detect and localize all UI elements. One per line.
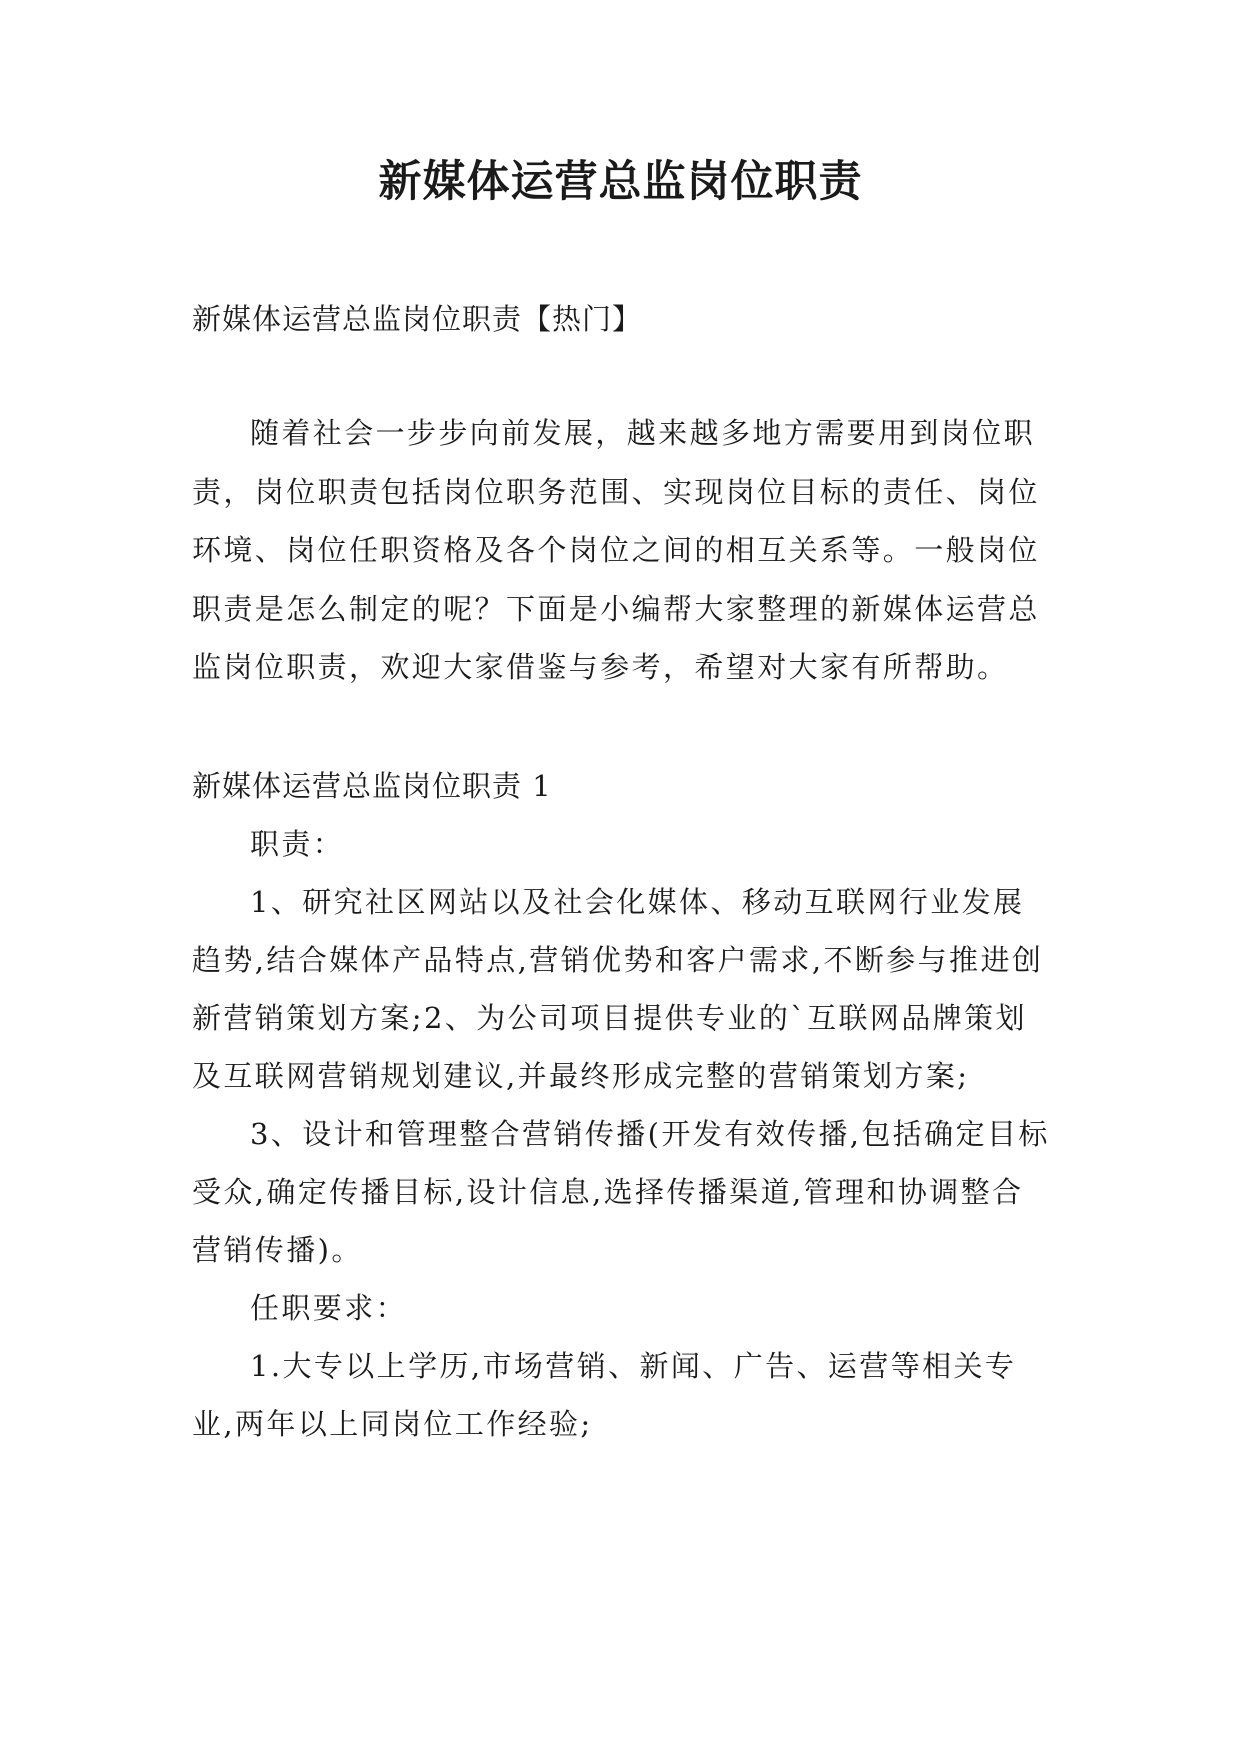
document-body xyxy=(192,290,1052,1453)
requirement-paragraph-1: 1.大专以上学历,市场营销、新闻、广告、运营等相关专业,两年以上同岗位工作经验; xyxy=(192,1348,1017,1441)
document-subtitle: 新媒体运营总监岗位职责【热门】 xyxy=(192,302,643,336)
duties-label: 职责： xyxy=(250,826,345,861)
duty-paragraph-1-2: 1、研究社区网站以及社会化媒体、移动互联网行业发展趋势,结合媒体产品特点,营销优势和客户需求,不断参与推进创新营销策划方案;2、为公司项目提供专业的`互联网品牌策划及互联网营销规划建议,并最终形成完整的营销策划方案; xyxy=(192,884,1044,1093)
intro-paragraph: 随着社会一步步向前发展，越来越多地方需要用到岗位职责，岗位职责包括岗位职务范围、实现岗位目标的责任、岗位环境、岗位任职资格及各个岗位之间的相互关系等。一般岗位职责是怎么制定的呢？下面是小编帮大家整理的新媒体运营总监岗位职责，欢迎大家借鉴与参考，希望对大家有所帮助。 xyxy=(192,416,1040,684)
requirements-label: 任职要求： xyxy=(250,1290,408,1325)
document-title: 新媒体运营总监岗位职责 xyxy=(378,157,863,207)
section-title: 新媒体运营总监岗位职责 1 xyxy=(192,768,552,803)
duty-paragraph-3: 3、设计和管理整合营销传播(开发有效传播,包括确定目标受众,确定传播目标,设计信息,选择传播渠道,管理和协调整合营销传播)。 xyxy=(192,1116,1050,1267)
